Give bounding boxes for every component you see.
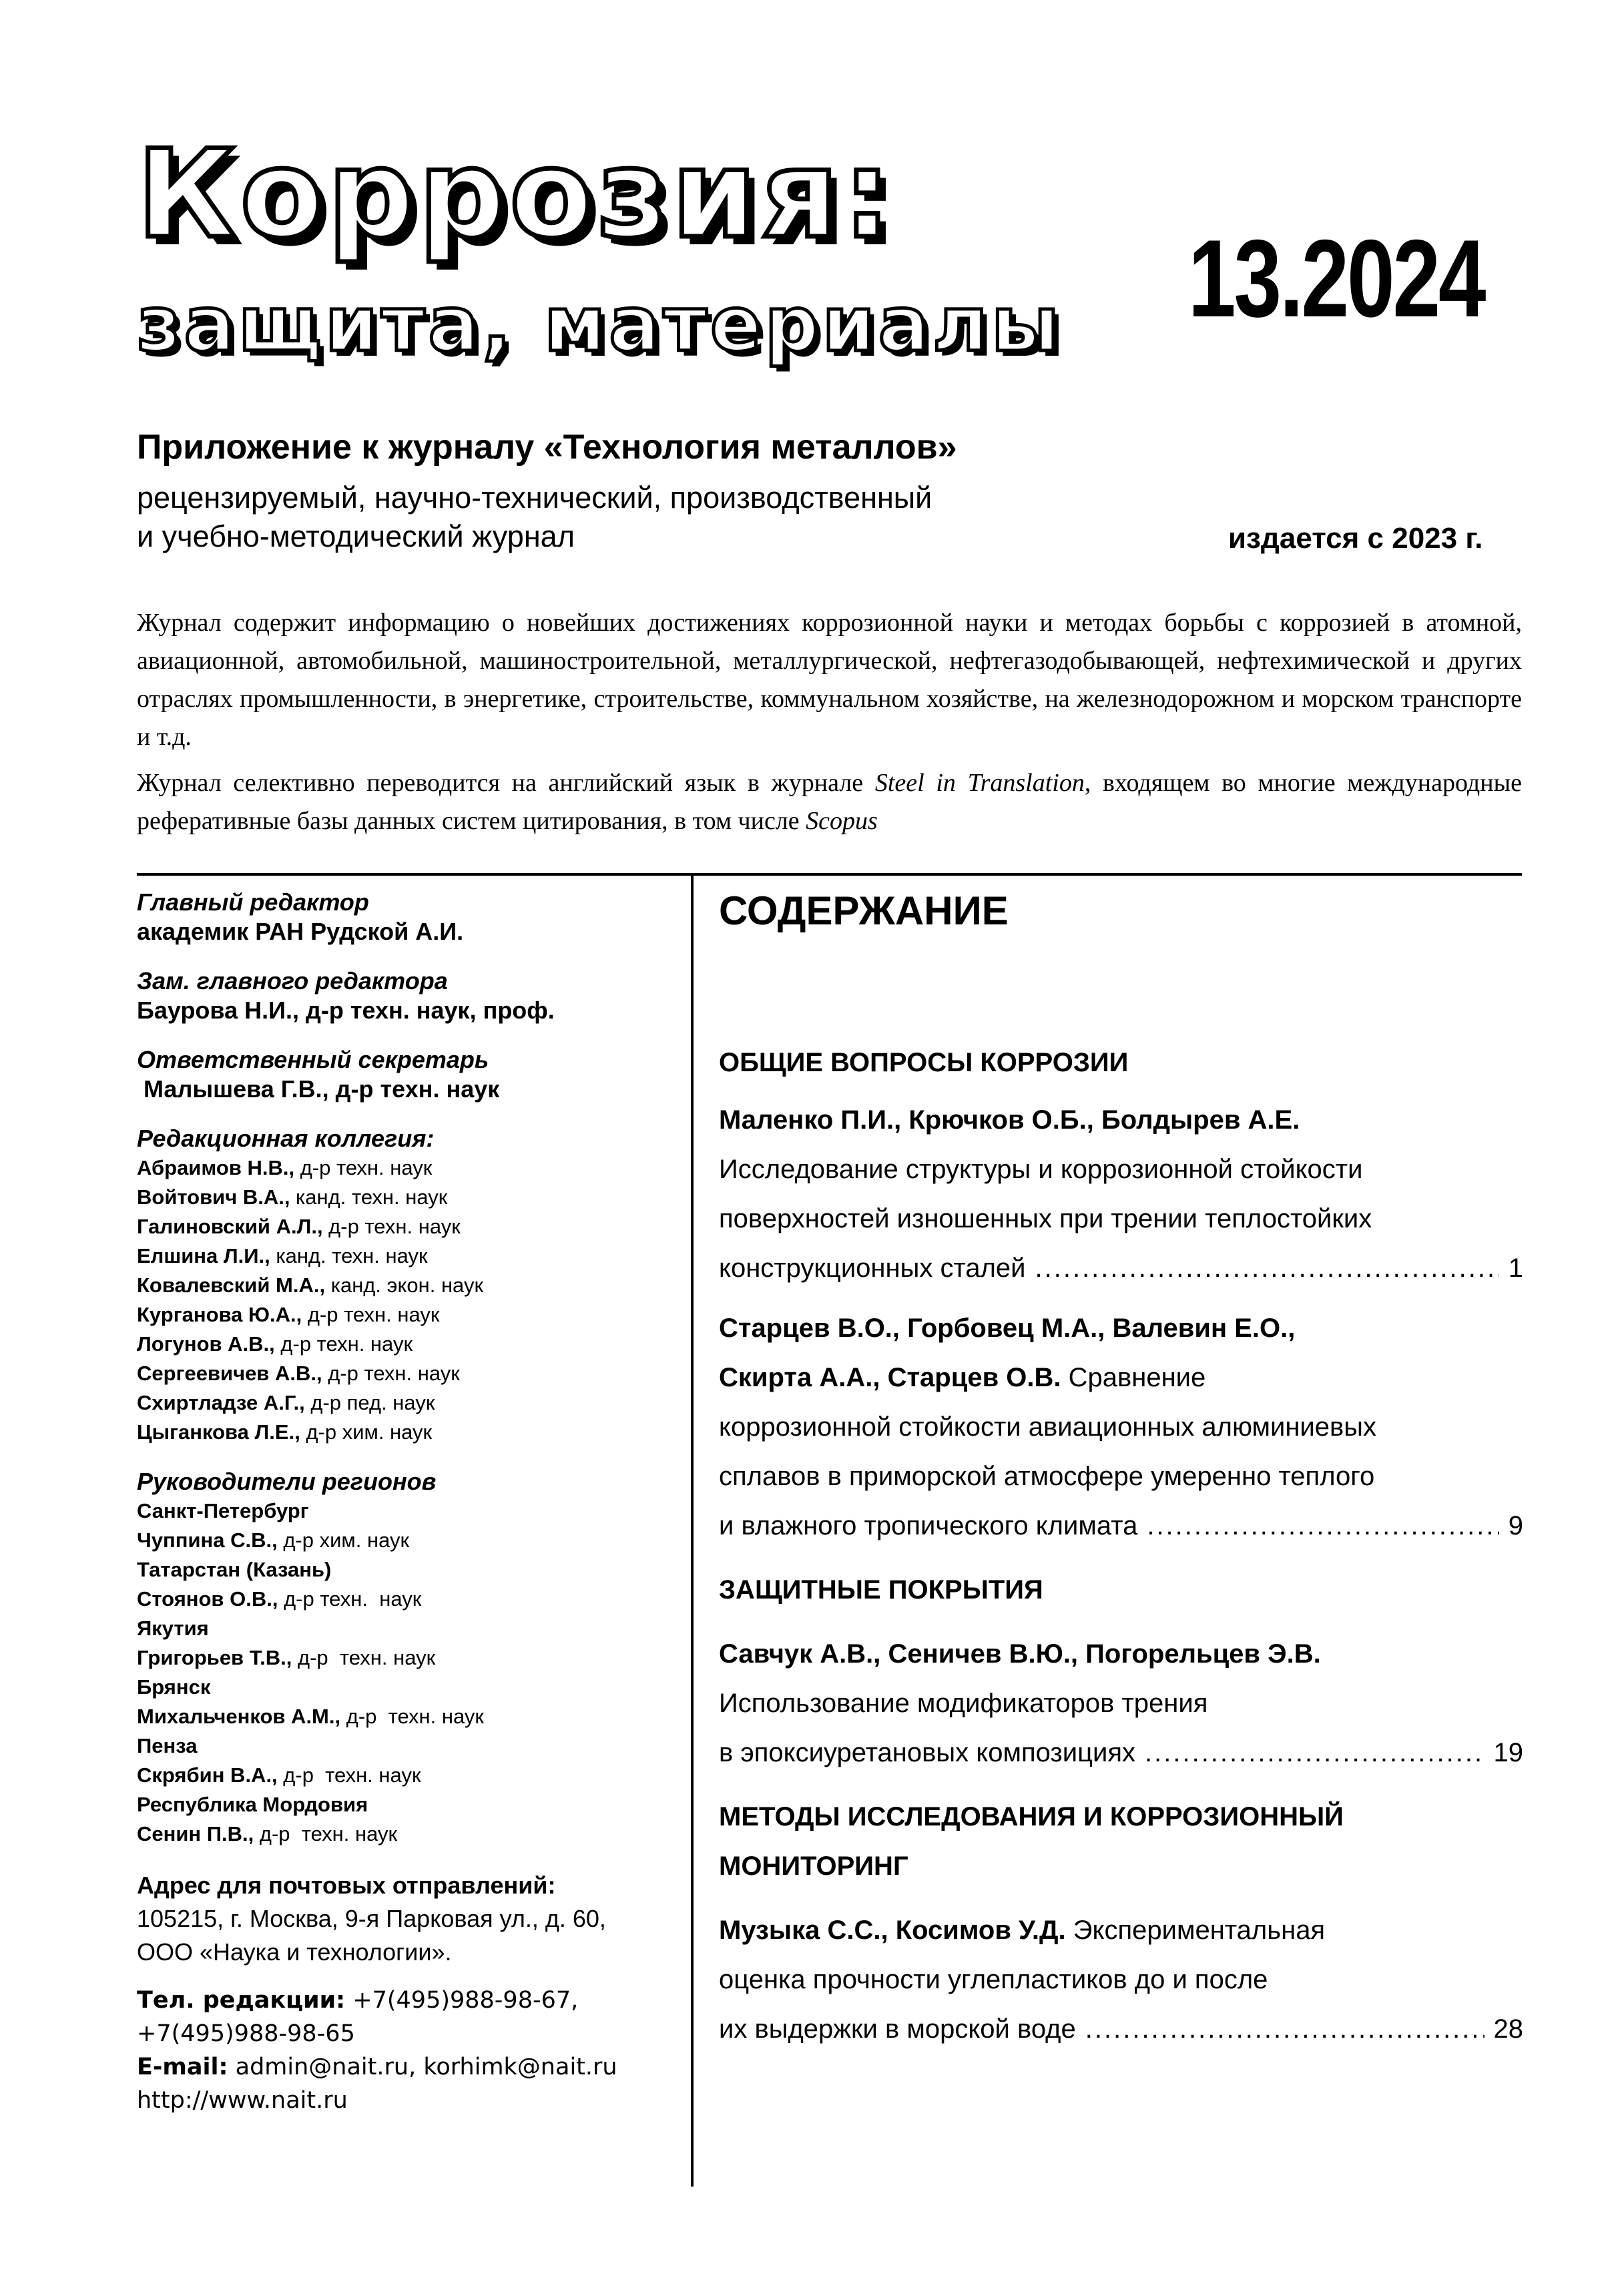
deputy-editor-name: Баурова Н.И., д-р техн. наук, проф. <box>137 996 555 1024</box>
intro-text: Журнал селективно переводится на английский язык в журнале <box>137 769 875 797</box>
regional-heads-label: Руководители регионов <box>137 1468 437 1495</box>
chief-editor-name: академик РАН Рудской А.И. <box>137 918 464 945</box>
executive-secretary-name: Малышева Г.В., д-р техн. наук <box>137 1075 500 1103</box>
leader-dots <box>1085 2004 1484 2054</box>
editorial-board-list <box>137 1153 678 1447</box>
entry-title-with-page <box>719 1501 1523 1550</box>
postal-address-line2: ООО «Наука и технологии». <box>137 1938 452 1966</box>
journal-title-line2: защита, материалы <box>137 280 1063 368</box>
postal-address-label: Адрес для почтовых отправлений: <box>137 1872 556 1899</box>
supplement-line: Приложение к журналу «Технология металлов» <box>137 428 957 467</box>
phone-label: Тел. редакции: <box>137 1987 346 2014</box>
entry-title-line: сплавов в приморской атмосфере умеренно теплого <box>719 1462 1375 1491</box>
entry-title-line: в эпоксиуретановых композициях <box>719 1738 1136 1767</box>
journal-description-line2: и учебно-методический журнал <box>137 519 575 553</box>
chief-editor-label: Главный редактор <box>137 888 369 916</box>
regional-head: Григорьев Т.В., д-р техн. наук <box>137 1646 436 1669</box>
board-member: Сергеевичев А.В., д-р техн. наук <box>137 1362 460 1385</box>
deputy-editor-label: Зам. главного редактора <box>137 967 448 994</box>
entry-title-line: оценка прочности углепластиков до и после <box>719 1965 1268 1994</box>
citation-database-name: Scopus <box>806 807 878 835</box>
board-member: Схиртладзе А.Г., д-р пед. наук <box>137 1391 435 1414</box>
entry-title-line: Сравнение <box>1061 1363 1206 1392</box>
regional-head: Стоянов О.В., д-р техн. наук <box>137 1587 422 1611</box>
entry-title-with-page <box>719 2004 1523 2054</box>
leader-dots <box>1145 1728 1484 1777</box>
entry-title-line: Экспериментальная <box>1065 1916 1326 1945</box>
executive-secretary-label: Ответственный секретарь <box>137 1046 489 1073</box>
entry-authors-and-title <box>719 1353 1523 1402</box>
regional-head: Михальченков А.М., д-р техн. наук <box>137 1705 484 1728</box>
region-name: Брянск <box>137 1675 211 1699</box>
entry-authors: Маленко П.И., Крючков О.Б., Болдырев А.Е. <box>719 1105 1300 1135</box>
editorial-board-column <box>137 888 678 2117</box>
email-link[interactable]: admin@nait.ru, korhimk@nait.ru <box>228 2054 617 2080</box>
intro-text: , входящем во многие международные реферативные базы данных систем цитирования, в том числе <box>137 769 1522 835</box>
entry-authors: Савчук А.В., Сеничев В.Ю., Погорельцев Э.В. <box>719 1639 1321 1669</box>
board-member: Абраимов Н.В., д-р техн. наук <box>137 1156 433 1179</box>
regional-head: Сенин П.В., д-р техн. наук <box>137 1822 398 1845</box>
entry-title-line: коррозионной стойкости авиационных алюминиевых <box>719 1412 1377 1442</box>
board-member: Цыганкова Л.Е., д-р хим. наук <box>137 1420 433 1444</box>
entry-authors: Старцев В.О., Горбовец М.А., Валевин Е.О., <box>719 1314 1296 1343</box>
region-name: Татарстан (Казань) <box>137 1558 332 1581</box>
entry-authors: Скирта А.А., Старцев О.В. <box>719 1363 1061 1392</box>
toc-section-title: МЕТОДЫ ИССЛЕДОВАНИЯ И КОРРОЗИОННЫЙ <box>719 1802 1344 1831</box>
email-line <box>137 2050 678 2084</box>
region-name: Якутия <box>137 1617 209 1640</box>
column-divider <box>691 873 694 2187</box>
entry-title-line: их выдержки в морской воде <box>719 2014 1076 2044</box>
postal-address-line1: 105215, г. Москва, 9-я Парковая ул., д. 60, <box>137 1905 606 1932</box>
board-member: Войтович В.А., канд. техн. наук <box>137 1185 448 1209</box>
page-number: 19 <box>1493 1738 1523 1767</box>
journal-name-english: Steel in Translation <box>874 769 1085 797</box>
horizontal-divider <box>137 873 1522 876</box>
entry-authors: Музыка С.С., Косимов У.Д. <box>719 1916 1066 1945</box>
entry-title-with-page <box>719 1243 1523 1293</box>
board-member: Логунов А.В., д-р техн. наук <box>137 1332 413 1356</box>
entry-title-line: поверхностей изношенных при трении теплостойких <box>719 1204 1372 1233</box>
email-label: E-mail: <box>137 2054 228 2080</box>
website-link[interactable]: http://www.nait.ru <box>137 2087 348 2114</box>
phone-line <box>137 1984 678 2017</box>
toc-entry[interactable] <box>719 1095 1523 1293</box>
toc-section-title: ОБЩИЕ ВОПРОСЫ КОРРОЗИИ <box>719 1048 1129 1077</box>
board-member: Галиновский А.Л., д-р техн. наук <box>137 1215 461 1238</box>
leader-dots <box>1035 1243 1499 1293</box>
journal-description-line1: рецензируемый, научно-технический, производственный <box>137 481 932 515</box>
page-number: 1 <box>1508 1253 1523 1283</box>
page-number: 28 <box>1493 2014 1523 2044</box>
entry-title-line: и влажного тропического климата <box>719 1511 1138 1540</box>
toc-entry[interactable] <box>719 1906 1523 2054</box>
published-since: издается с 2023 г. <box>1228 522 1483 555</box>
board-member: Ковалевский М.А., канд. экон. наук <box>137 1273 484 1297</box>
phone-number[interactable]: +7(495)988-98-67, <box>345 1987 579 2014</box>
journal-title-line1: Коррозия: <box>137 123 896 265</box>
issue-number: 13.2024 <box>1188 217 1484 340</box>
entry-title-line: Использование модификаторов трения <box>719 1689 1208 1718</box>
regional-head: Скрябин В.А., д-р техн. наук <box>137 1763 421 1787</box>
board-member: Курганова Ю.А., д-р техн. наук <box>137 1303 440 1326</box>
leader-dots <box>1147 1501 1499 1550</box>
page-number: 9 <box>1508 1511 1523 1540</box>
phone-number-2[interactable]: +7(495)988-98-65 <box>137 2020 355 2047</box>
region-name: Пенза <box>137 1734 198 1757</box>
board-member: Елшина Л.И., канд. техн. наук <box>137 1244 428 1267</box>
toc-section-title: ЗАЩИТНЫЕ ПОКРЫТИЯ <box>719 1575 1043 1605</box>
region-name: Санкт-Петербург <box>137 1499 309 1522</box>
regional-head: Чуппина С.В., д-р хим. наук <box>137 1528 410 1552</box>
intro-paragraph-1: Журнал содержит информацию о новейших достижениях коррозионной науки и методах борьбы с коррозией в атомной, авиационной, автомобильной, машиностроительной, металлургической, нефтегазодобывающей, нефтехимической и других отраслях промышленности, в энергетике, строительстве, коммунальном хозяйстве, на железнодорожном и морском транспорте и т.д. <box>137 609 1522 751</box>
entry-title-with-page <box>719 1728 1523 1777</box>
region-name: Республика Мордовия <box>137 1793 368 1816</box>
entry-title-line: Исследование структуры и коррозионной стойкости <box>719 1155 1363 1184</box>
toc-entry[interactable] <box>719 1304 1523 1550</box>
table-of-contents <box>719 884 1523 2054</box>
editorial-board-label: Редакционная коллегия: <box>137 1125 435 1152</box>
entry-title-line: конструкционных сталей <box>719 1253 1026 1283</box>
regional-heads-list <box>137 1496 678 1849</box>
intro-paragraph-2 <box>137 764 1522 840</box>
entry-authors-and-title <box>719 1906 1523 1955</box>
toc-section-title: МОНИТОРИНГ <box>719 1851 908 1881</box>
contents-heading: СОДЕРЖАНИЕ <box>719 888 1009 933</box>
toc-entry[interactable] <box>719 1629 1523 1777</box>
